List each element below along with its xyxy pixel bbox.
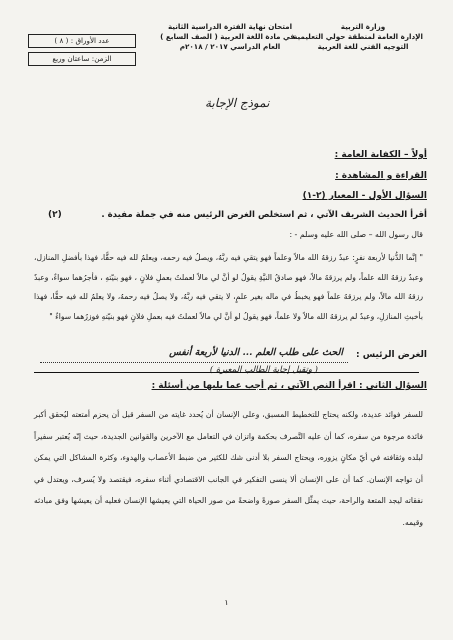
pages-count: عدد الأوراق : ( ٨ ) — [54, 36, 110, 45]
hadith-intro: قال رسول الله – صلى الله عليه وسلم - : — [289, 230, 423, 239]
q1-instruction: أقرأ الحديث الشريف الآتي ، ثم استخلص الغرض الرئيس منه في جملة مفيدة . — [101, 210, 427, 220]
handwritten-answer-note: ( وتقبل إجابة الطالب المعبرة ) — [209, 365, 318, 375]
section-title: أولاً – الكفاية العامة : — [334, 150, 427, 160]
handwritten-answer: الحث على طلب العلم ... الدنيا لأربعة أنفس — [169, 347, 343, 358]
exam-title: امتحان نهاية الفترة الدراسية الثانية — [167, 22, 293, 31]
exam-year: العام الدراسي ٢٠١٧ / ٢٠١٨م — [179, 42, 281, 51]
exam-time: الزمن: ساعتان وربع — [52, 54, 112, 63]
q1-marks: (٢) — [48, 210, 62, 220]
hadith-text: " إنَّما الدُّنيا لأربعة نفرٍ: عبدٌ رزقهُ الله مالاً وعلماً فهو يتقي فيه ربَّهُ، ويصلُ فيه رحمه، ويعلمُ لله فيه حقًّا، فهذا بأفضلِ المنازل، وعبدٌ رزقهُ الله علماً، ولم يرزقهُ مالاً، فهو صادقُ النيَّةِ يقولُ لو أنَّ لي مالاً لعملتُ بعملِ فلانٍ ، فهو بنيّتهِ ، فأجرُهما سواءٌ، وعبدٌ رزقهُ الله مالاً، ولم يرزقهُ علماً فهو يخبطُ في ماله بغير علمٍ، لا يتقي فيه ربَّهُ، ولا يصلُ فيه رحمهُ، ولا يعلمُ لله فيه حقًّا، فهذا بأخبثِ المنازلِ، وعبدٌ لم يرزقهُ الله مالاً ولا علماً، فهو يقولُ لو أنَّ لي مالاً لعملتُ فيه بعملِ فلانٍ فهو بنيّتهِ فوزرُهما سواءٌ " — [34, 253, 423, 321]
page-number: ١ — [224, 598, 229, 607]
ministry-line: وزارة التربية — [340, 22, 386, 31]
exam-subject: في مادة اللغة العربية ( الصف السابع ) — [160, 32, 295, 41]
answer-dotted-line — [40, 362, 348, 363]
answer-label: الغرض الرئيس : — [356, 350, 427, 360]
exam-header — [160, 22, 295, 52]
exam-time-box — [28, 52, 136, 66]
handwritten-title: نموذج الإجابة — [205, 96, 270, 110]
q2-heading: السؤال الثاني : اقرأ النص الآتي ، ثم أجب عما يليها من أسئلة : — [151, 381, 427, 391]
pages-count-box — [28, 34, 136, 48]
district-line: الإدارة العامة لمنطقة حولي التعليمية — [293, 32, 423, 41]
section-subtitle: القراءة و المشاهدة : — [335, 171, 427, 181]
q1-heading: السؤال الأول - المعيار (٢-١) — [302, 191, 427, 201]
ministry-header — [293, 22, 423, 52]
department-line: التوجيه الفني للغة العربية — [317, 42, 409, 51]
section-divider — [34, 372, 419, 373]
travel-passage: للسفر فوائد عديدة، ولكنه يحتاج للتخطيط المسبق، وعلى الإنسان أن يُحدد غايته من السفر قبل أن يحزم أمتعته ليُحقق أكبر فائدة مرجوة من سفره، كما أن عليه التَّصرف بحكمة واتزان في التعامل مع الآخرين والقوانين الجديدة، حيث إنّه يُعتبر سفيراً لبلده وثقافته في أيّ مكانٍ يزوره، ويحتاج السفر بلا أدنى شك للكثير من ضبط الأعصاب والهدوء، وكثرة المشاكل التي يمكن أن تواجه الإنسان. كما أن على الإنسان ألا ينسى التفكير في الجانب الاقتصادي أثناء سفره، فيقتصد ولا يُسرف، ويعتدل في نفقاته ليجد المتعة والراحة، حيث يمثِّل السفر صورةً واضحةً من صور الحياة التي يعيشها الإنسان فعليه أن يعيشها وفق مبادئه وقيمه. — [34, 410, 423, 527]
